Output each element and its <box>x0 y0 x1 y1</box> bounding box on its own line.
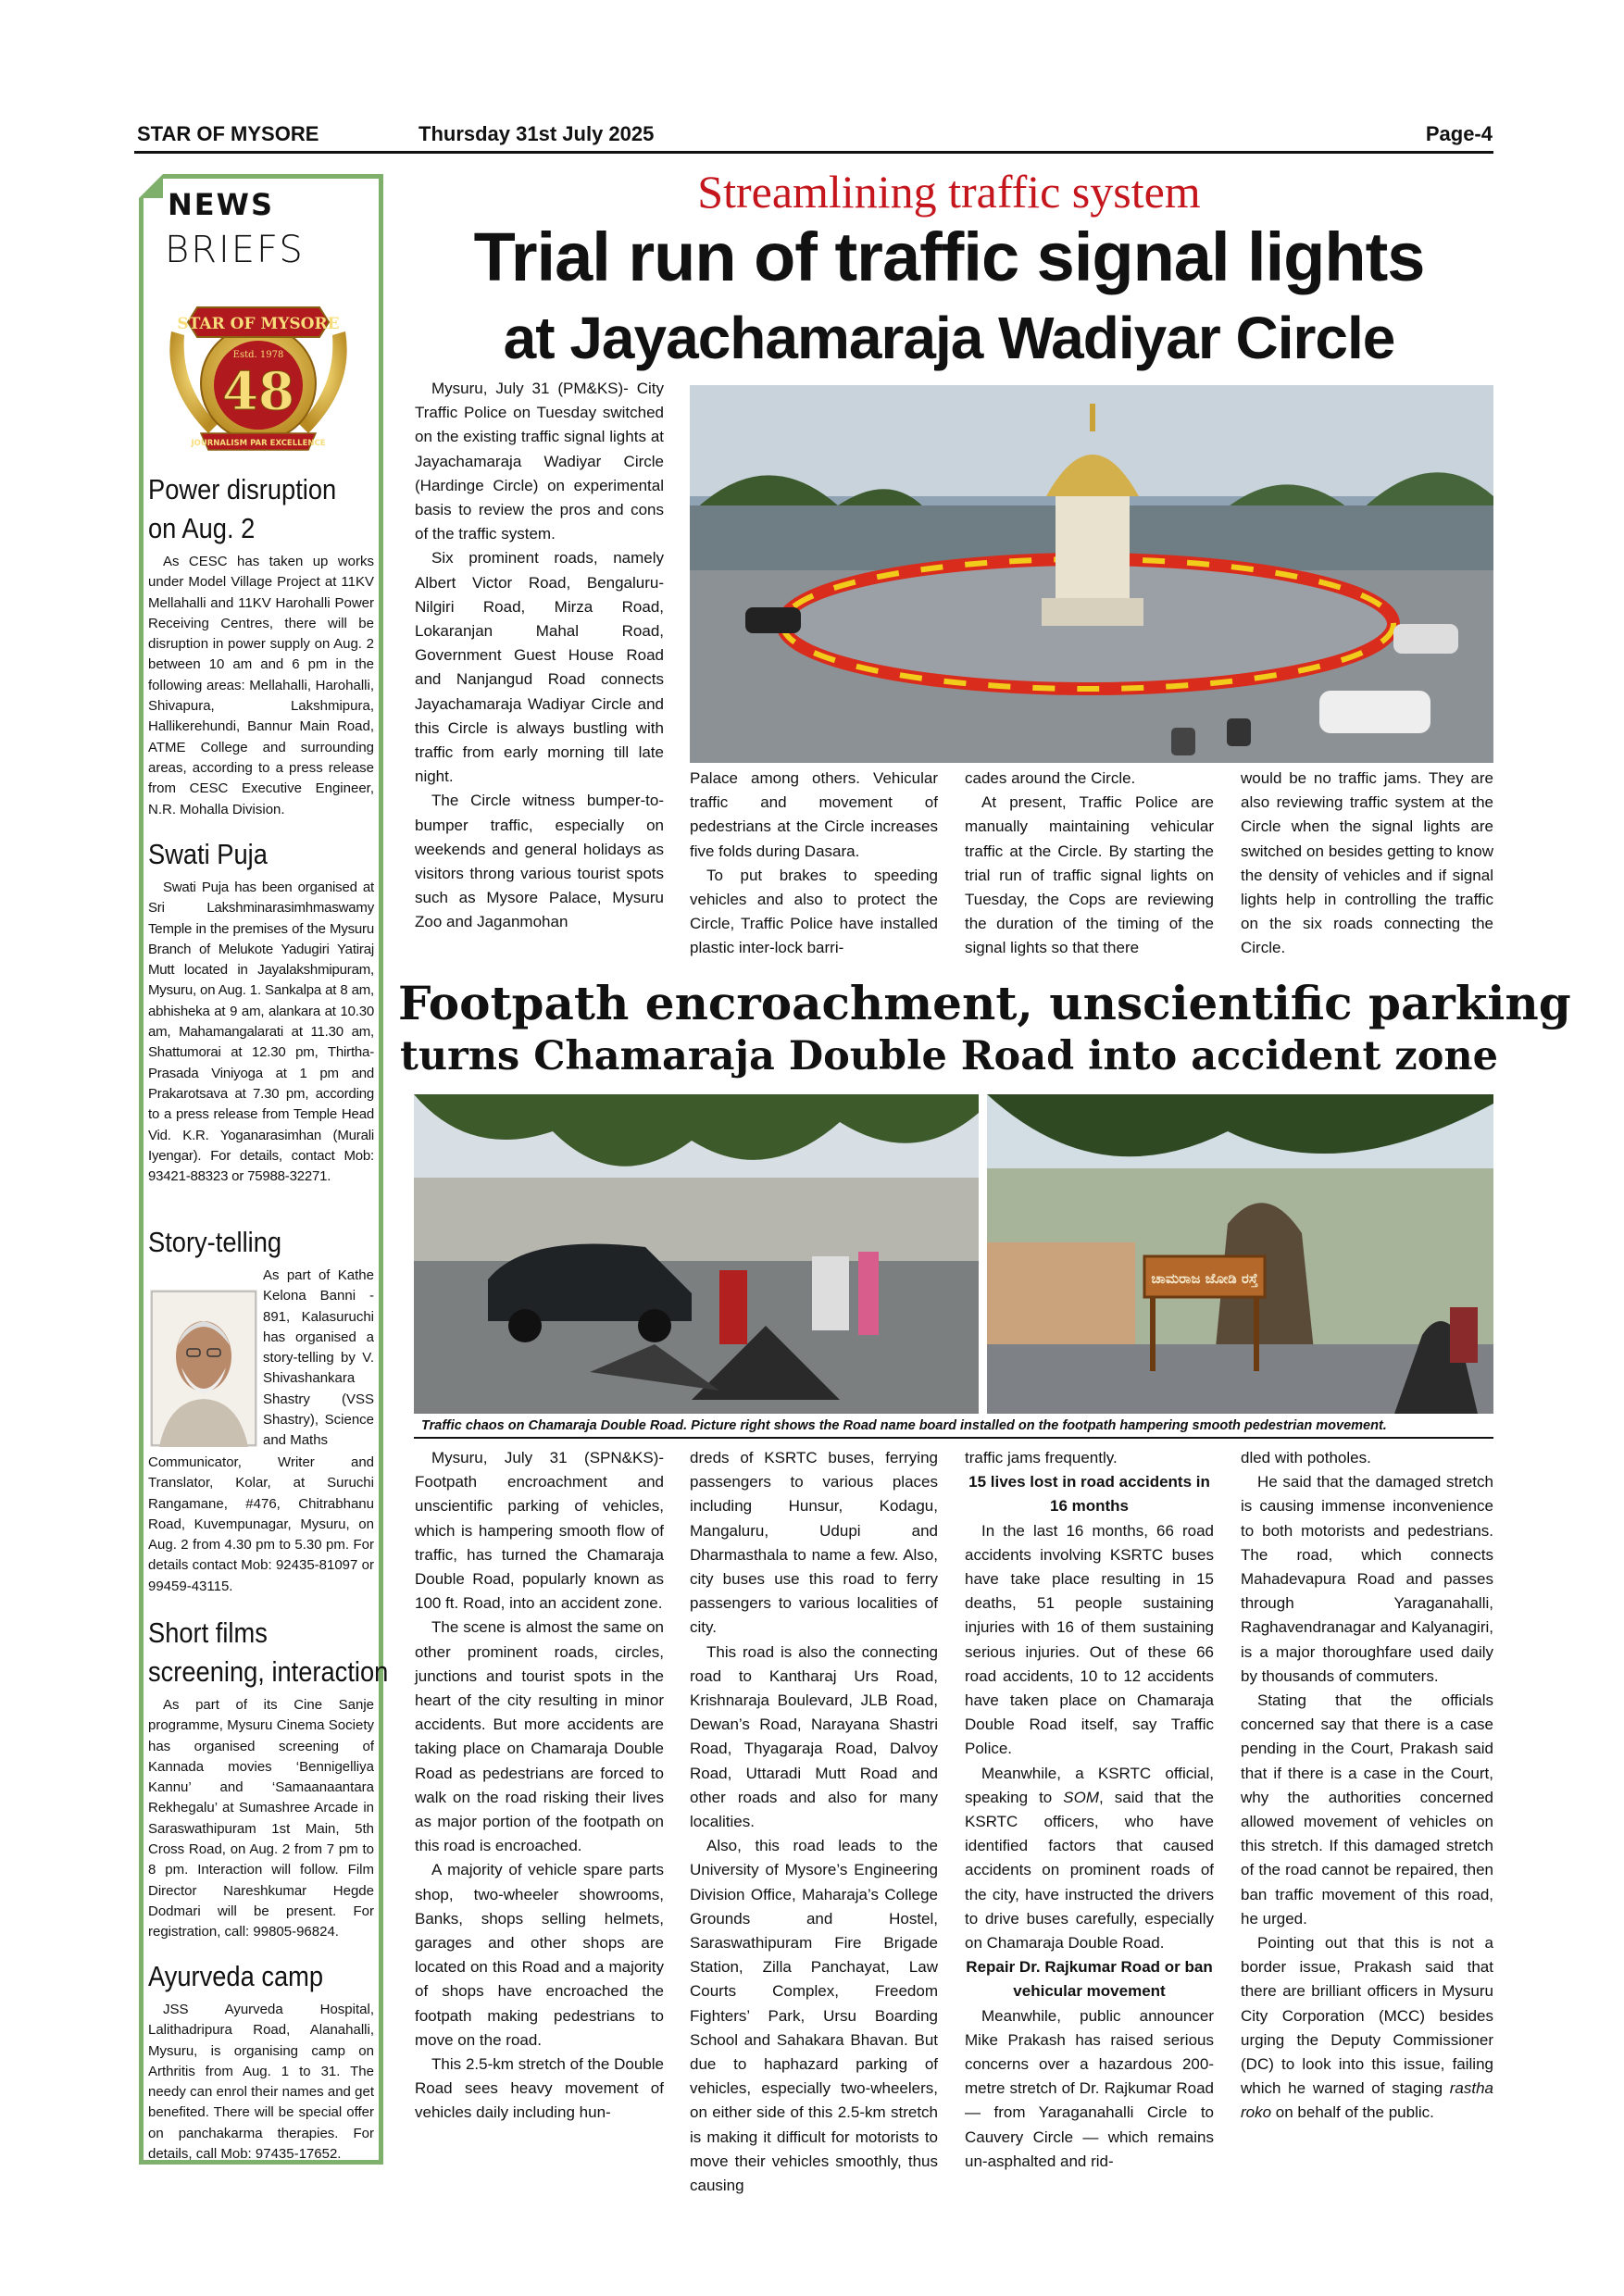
brief-power-title-2: on Aug. 2 <box>148 512 256 544</box>
corner-fold <box>139 174 163 198</box>
logo-motto: JOURNALISM PAR EXCELLENCE <box>191 439 326 448</box>
story2-para: Mysuru, July 31 (SPN&KS)- Footpath encroachment and unscientific parking of vehicles, which is hampering smooth flow of traffic, has turned the Chamaraja Double Road, popularly known as 100 ft. Road, into an accident zone. <box>415 1449 664 1613</box>
story1-para: Mysuru, July 31 (PM&KS)- City Traffic Police on Tuesday switched on the existing traffic signal lights at Jayachamaraja Wadiyar Circle (Hardinge Circle) on experimental basis to review the pros and cons of the traffic system. <box>415 380 664 543</box>
story2-para <box>965 1762 1214 1956</box>
story2-para: This road is also the connecting road to Kantharaj Urs Road, Krishnaraja Boulevard, JLB Road, Dewan’s Road, Narayana Shastri Road, Thyagaraja Road, Dalvoy Road, Uttaradi Mutt Road and other roads and also for many localities. <box>690 1642 938 1831</box>
story2-para: dreds of KSRTC buses, ferrying passengers to various places including Hunsur, Kodagu, Mangaluru, Udupi and Dharmasthala to name a few. Also, city buses use this road to ferry passengers to various localities of city. <box>690 1449 938 1637</box>
story2-para <box>1241 1931 1493 2126</box>
story1-para: The Circle witness bumper-to-bumper traffic, especially on weekends and general holidays as visitors throng various tourist spots such as Mysore Palace, Mysuru Zoo and Jaganmohan <box>415 792 664 931</box>
road-board-text: ಚಾಮರಾಜ ಜೋಡಿ ರಸ್ತೆ <box>1151 1270 1258 1287</box>
story2-column-2 <box>690 1446 938 2198</box>
story2-para: This 2.5-km stretch of the Double Road sees heavy movement of vehicles daily including hun- <box>415 2055 664 2122</box>
story2-text-italic: SOM <box>1063 1788 1100 1806</box>
briefs-label: BRIEFS <box>165 229 305 271</box>
brief-power-title-1: Power disruption <box>148 473 337 505</box>
issue-date: Thursday 31st July 2025 <box>418 122 655 145</box>
story2-text: Meanwhile, a KSRTC official, speaking to <box>965 1764 1214 1806</box>
story1-para: Palace among others. Vehicular traffic and movement of pedestrians at the Circle increases five folds during Dasara. <box>690 769 938 860</box>
story2-column-1 <box>415 1446 664 2126</box>
brief-puja-body: Swati Puja has been organised at Sri Lakshminarasimhmaswamy Temple in the premises of the Mysuru Branch of Melukote Yadugiri Yatiraj Mutt located in Jayalakshmipuram, Mysuru, on Aug. 1. Sankalpa at 8 am, abhisheka at 9 am, alankara at 10.30 am, Mahamangalarati at 11.30 am, Shattumorai at 12.30 pm, Thirtha-Prasada Viniyoga at 1 pm and Prakarotsava at 7.30 pm, according to a press release from Temple Head Vid. K.R. Yoganarasimhan (Murali Iyengar). For details, contact Mob: 93421-88323 or 75988-32271. <box>148 880 374 1185</box>
newspaper-name: STAR OF MYSORE <box>137 122 319 145</box>
brief-story-title: Story-telling <box>148 1226 282 1258</box>
story1-headline-1: Trial run of traffic signal lights <box>473 218 1425 295</box>
story1-para: Six prominent roads, namely Albert Victor Road, Bengaluru-Nilgiri Road, Mirza Road, Lokaranjan Mahal Road, Government Guest House Road and Nanjangud Road connects Jayachamaraja Wadiyar Circle and this Circle is always bustling with traffic from early morning till late night. <box>415 549 664 786</box>
brief-story-body-bottom: Communicator, Writer and Translator, Kolar, at Suruchi Rangamane, #476, Chitrabhanu Road, Kuvempunagar, Mysuru, on Aug. 2 from 4.30 pm to 5.30 pm. For details contact Mob: 92435-81097 or 99459-43115. <box>148 1454 374 1594</box>
brief-story-body-top: As part of Kathe Kelona Banni - 891, Kalasuruchi has organised a story-telling by V. Shivashankara Shastry (VSS Shastry), Science and Maths <box>263 1267 374 1449</box>
brief-films-title-2: screening, interaction <box>148 1655 389 1688</box>
news-label: NEWS <box>168 187 274 222</box>
story2-text: Pointing out that this is not a border issue, Prakash said that there are brilliant officers in Mysuru City Corporation (MCC) besides urging the Deputy Commissioner (DC) to look into this issue, failing which he warned of staging <box>1241 1934 1493 2098</box>
story2-para: traffic jams frequently. <box>965 1449 1118 1466</box>
story2-para: In the last 16 months, 66 road accidents involving KSRTC buses have take place resulting in 15 deaths, 51 people sustaining injuries with 16 of them sustaining serious injuries. Out of these 66 road accidents, 10 to 12 accidents have taken place on Chamaraja Double Road itself, say Traffic Police. <box>965 1521 1214 1758</box>
story2-column-3 <box>965 1446 1214 2174</box>
story2-para: dled with potholes. <box>1241 1449 1371 1466</box>
story2-text: on behalf of the public. <box>1271 2103 1434 2122</box>
story2-text-italic: rastha roko <box>1241 2079 1493 2122</box>
story2-subhead-lives-lost: 15 lives lost in road accidents in 16 months <box>968 1473 1210 1516</box>
header-rule <box>134 151 1493 154</box>
story1-para: would be no traffic jams. They are also reviewing traffic system at the Circle when the signal lights are switched on besides getting to know the density of vehicles and if signal lights help in controlling the traffic on the six roads connecting the Circle. <box>1241 769 1493 957</box>
brief-power-body: As CESC has taken up works under Model Village Project at 11KV Mellahalli and 11KV Harohalli Power Receiving Centres, there will be disruption in power supply on Aug. 2 between 10 am and 6 pm in the following areas: Mellahalli, Harohalli, Shivapura, Lakshmipura, Hallikerehundi, Bannur Main Road, ATME College and surrounding areas, according to a press release from CESC Executive Engineer, N.R. Mohalla Division. <box>148 554 374 817</box>
story1-para: To put brakes to speeding vehicles and also to protect the Circle, Traffic Police have installed plastic inter-lock barri- <box>690 866 938 957</box>
star-of-mysore-48-logo <box>153 294 364 459</box>
circle-photo <box>690 385 1493 763</box>
logo-number: 48 <box>222 361 294 422</box>
story1-column-3 <box>965 767 1214 961</box>
photo-caption: Traffic chaos on Chamaraja Double Road. Picture right shows the Road name board installed on the footpath hampering smooth pedestrian movement. <box>421 1418 1387 1433</box>
brief-puja-title: Swati Puja <box>148 838 268 870</box>
story2-column-4 <box>1241 1446 1493 2126</box>
portrait-photo <box>150 1290 257 1447</box>
story2-para: He said that the damaged stretch is causing immense inconvenience to both motorists and pedestrians. The road, which connects Mahadevapura Road and passes through Yaraganahalli, Raghavendranagar and Kalyanagiri, is a major thoroughfare used daily by thousands of commuters. <box>1241 1473 1493 1685</box>
story2-para: A majority of vehicle spare parts shop, two-wheeler showrooms, Banks, shops selling helmets, garages and other shops are located on this Road and a majority of shops have encroached the footpath making pedestrians to move on the road. <box>415 1861 664 2049</box>
story2-headline-2: turns Chamaraja Double Road into accident zone <box>399 1033 1499 1079</box>
story1-headline-2: at Jayachamaraja Wadiyar Circle <box>503 305 1395 371</box>
brief-ayurveda-body: JSS Ayurveda Hospital, Lalithadripura Road, Alanahalli, Mysuru, is organising camp on Arthritis from Aug. 1 to 31. The needy can enrol their names and get benefited. There will be special offer on panchakarma therapies. For details, call Mob: 97435-17652. <box>148 2002 374 2163</box>
story2-para: The scene is almost the same on other prominent roads, circles, junctions and tourist spots in the heart of the city resulting in minor accidents. But more accidents are taking place on Chamaraja Double Road as pedestrians are forced to walk on the road risking their lives as major portion of the footpath on this road is encroached. <box>415 1618 664 1855</box>
story2-headline-1: Footpath encroachment, unscientific parking <box>398 976 1571 1030</box>
page-number: Page-4 <box>1425 122 1493 145</box>
caption-rule <box>414 1437 1493 1439</box>
story1-para: At present, Traffic Police are manually maintaining vehicular traffic at the Circle. By starting the trial run of traffic signal lights on Tuesday, the Cops are reviewing the duration of the timing of the signal lights so that there <box>965 793 1214 957</box>
story2-para: Stating that the officials concerned say that there is a case pending in the Court, Prakash said that if there is a case in the Court, why the authorities concerned allowed movement of vehicles on this stretch. If this damaged stretch of the road cannot be repaired, then ban traffic movement of this road, he urged. <box>1241 1691 1493 1928</box>
story1-kicker: Streamlining traffic system <box>697 166 1201 218</box>
brief-ayurveda-title: Ayurveda camp <box>148 1960 324 1992</box>
story1-para: cades around the Circle. <box>965 769 1136 787</box>
road-board-photo <box>987 1094 1493 1414</box>
story1-column-4 <box>1241 767 1493 961</box>
logo-estd: Estd. 1978 <box>232 350 284 360</box>
logo-top-text: STAR OF MYSORE <box>177 315 340 333</box>
story1-column-2 <box>690 767 938 961</box>
brief-films-body: As part of its Cine Sanje programme, Mysuru Cinema Society has organised screening of Kannada movies ‘Bennigelliya Kannu’ and ‘Samaanaantara Rekhegalu’ at Sumashree Arcade in Saraswathipuram 1st Main, 5th Cross Road, on Aug. 2 from 7 pm to 8 pm. Interaction will follow. Film Director Nareshkumar Hegde Dodmari will be present. For registration, call: 99805-96824. <box>148 1697 374 1940</box>
story1-column-1 <box>415 377 664 935</box>
story2-subhead-repair-road: Repair Dr. Rajkumar Road or ban vehicular movement <box>966 1958 1213 2001</box>
traffic-chaos-photo <box>414 1094 979 1414</box>
story2-para: Meanwhile, public announcer Mike Prakash has raised serious concerns over a hazardous 200-metre stretch of Dr. Rajkumar Road — from Yaraganahalli Circle to Cauvery Circle — which remains un-asphalted and rid- <box>965 2006 1214 2170</box>
story2-para: Also, this road leads to the University of Mysore’s Engineering Division Office, Maharaja’s College Grounds and Hostel, Saraswathipuram Fire Brigade Station, Zilla Panchayat, Law Courts Complex, Freedom Fighters’ Park, Ursu Boarding School and Sahakara Bhavan. But due to haphazard parking of vehicles, especially two-wheelers, on either side of this 2.5-km stretch is making it difficult for motorists to move their vehicles smoothly, thus causing <box>690 1837 938 2195</box>
brief-films-title-1: Short films <box>148 1616 268 1649</box>
story2-text: , said that the KSRTC officers, who have identified factors that caused accidents on prominent roads of the city, have instructed the drivers to drive buses carefully, especially on Chamaraja Double Road. <box>965 1788 1214 1953</box>
